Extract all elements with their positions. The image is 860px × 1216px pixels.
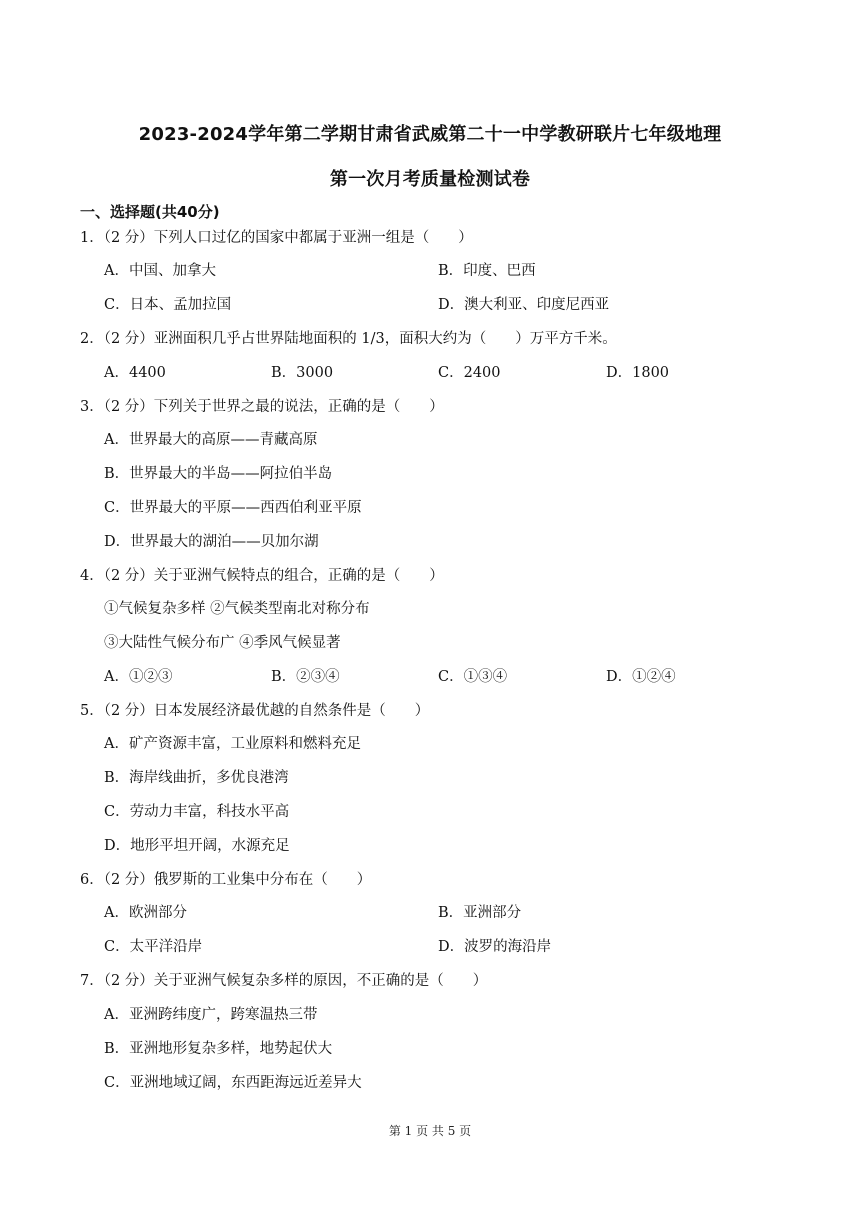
q7-option-b: B．亚洲地形复杂多样，地势起伏大: [104, 1041, 333, 1057]
question-1: 1．（2 分）下列人口过亿的国家中都属于亚洲一组是（ ）: [80, 230, 473, 246]
q1-option-d: D．澳大利亚、印度尼西亚: [438, 297, 610, 313]
q6-option-d: D．波罗的海沿岸: [438, 939, 552, 955]
question-3: 3．（2 分）下列关于世界之最的说法，正确的是（ ）: [80, 399, 444, 415]
q4-option-c: C．①③④: [438, 669, 508, 685]
q5-option-c: C．劳动力丰富，科技水平高: [104, 804, 290, 820]
q3-option-a: A．世界最大的高原——青藏高原: [104, 432, 318, 448]
question-5: 5．（2 分）日本发展经济最优越的自然条件是（ ）: [80, 703, 430, 719]
q5-option-d: D．地形平坦开阔，水源充足: [104, 838, 290, 854]
q2-option-a: A．4400: [104, 365, 166, 381]
q5-option-b: B．海岸线曲折，多优良港湾: [104, 770, 289, 786]
q3-option-b: B．世界最大的半岛——阿拉伯半岛: [104, 466, 333, 482]
q7-option-a: A．亚洲跨纬度广，跨寒温热三带: [104, 1007, 318, 1023]
q5-option-a: A．矿产资源丰富，工业原料和燃料充足: [104, 736, 361, 752]
q4-option-a: A．①②③: [104, 669, 173, 685]
q3-option-d: D．世界最大的湖泊——贝加尔湖: [104, 534, 319, 550]
page-footer: 第 1 页 共 5 页: [388, 1124, 472, 1138]
question-6: 6．（2 分）俄罗斯的工业集中分布在（ ）: [80, 872, 372, 888]
q6-option-a: A．欧洲部分: [104, 905, 187, 921]
q2-option-d: D．1800: [606, 365, 670, 381]
q1-option-b: B．印度、巴西: [438, 263, 536, 279]
q6-option-b: B．亚洲部分: [438, 905, 522, 921]
exam-title-line2: 第一次月考质量检测试卷: [329, 169, 531, 190]
q4-statement-1: ①气候复杂多样 ②气候类型南北对称分布: [104, 601, 370, 617]
section-heading: 一、选择题(共40分): [80, 203, 220, 221]
q4-option-b: B．②③④: [271, 669, 340, 685]
q1-option-a: A．中国、加拿大: [104, 263, 216, 279]
exam-title-line1: 2023-2024学年第二学期甘肃省武威第二十一中学教研联片七年级地理: [138, 124, 722, 145]
q6-option-c: C．太平洋沿岸: [104, 939, 203, 955]
q4-statement-2: ③大陆性气候分布广 ④季风气候显著: [104, 635, 341, 651]
q2-option-c: C．2400: [438, 365, 501, 381]
question-2: 2．（2 分）亚洲面积几乎占世界陆地面积的 1/3，面积大约为（ ）万平方千米。: [80, 331, 617, 347]
question-4: 4．（2 分）关于亚洲气候特点的组合，正确的是（ ）: [80, 568, 444, 584]
q1-option-c: C．日本、孟加拉国: [104, 297, 232, 313]
question-7: 7．（2 分）关于亚洲气候复杂多样的原因，不正确的是（ ）: [80, 973, 488, 989]
q2-option-b: B．3000: [271, 365, 334, 381]
q4-option-d: D．①②④: [606, 669, 676, 685]
q3-option-c: C．世界最大的平原——西西伯利亚平原: [104, 500, 362, 516]
q7-option-c: C．亚洲地域辽阔，东西距海远近差异大: [104, 1075, 362, 1091]
